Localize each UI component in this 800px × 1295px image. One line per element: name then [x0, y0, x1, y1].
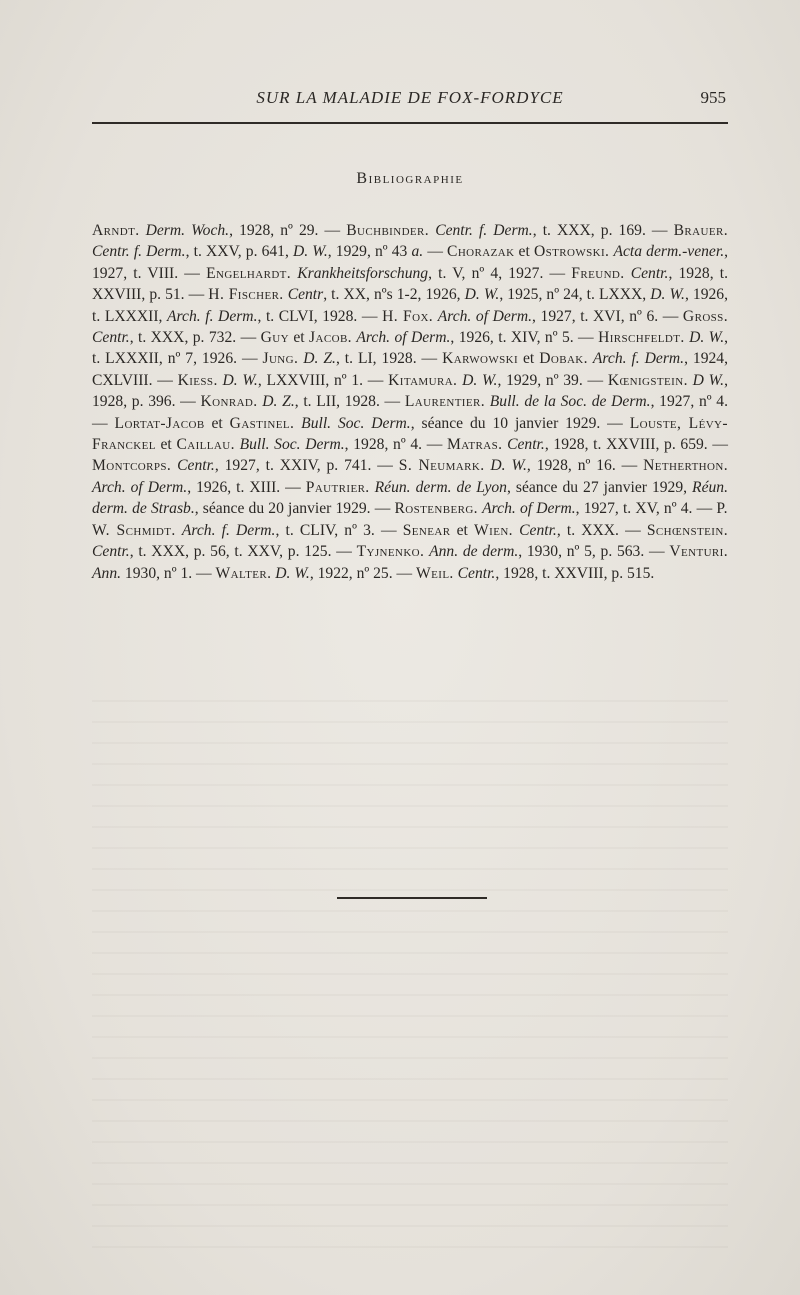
bibliography-source: Centr.: [92, 329, 130, 347]
bibliography-author: Walter.: [215, 564, 272, 582]
bibliography-details: , t. CLIV, nº 3. —: [275, 521, 403, 539]
bibliography-source: Acta derm.-vener.: [613, 243, 725, 261]
bibliography-author: Ostrowski.: [533, 243, 610, 261]
bibliography-author: Louste, Lévy-Franckel: [92, 414, 728, 454]
bibliography-author: H. Fox.: [382, 307, 434, 325]
bibliography-details: , t. XXX, p. 169. —: [532, 222, 674, 239]
bibliography-details: , 1922, nº 25. —: [309, 564, 417, 582]
bibliography-author: Jacob.: [309, 329, 352, 347]
bibliography-details: , 1926, t. LXXXII,: [92, 286, 728, 325]
bibliography-details: , 1928, nº 4. —: [344, 436, 448, 454]
bibliography-connector: et: [518, 350, 540, 368]
bibliography-details: , 1929, nº 39. —: [497, 371, 608, 389]
bibliography-source: Centr: [287, 286, 324, 304]
bibliography-details: , 1928, p. 396. —: [92, 371, 728, 411]
bibliography-source: D. Z.: [262, 393, 295, 411]
bibliography-source: Centr. f. Derm.: [435, 222, 533, 239]
bibliography-author: Kiess.: [177, 371, 218, 389]
bibliography-source: Bull. Soc. Derm.: [239, 436, 345, 454]
page-number: 955: [700, 88, 726, 107]
bibliography-details: 1930, nº 1. —: [121, 564, 216, 582]
bibliography-source: D. W.: [689, 329, 725, 347]
bibliography-connector: et: [155, 436, 177, 454]
bibliography-details: , 1927, t. VIII. —: [92, 243, 728, 282]
bibliography-source: D. W.: [462, 371, 498, 389]
bibliography-author: Gastinel.: [229, 414, 295, 432]
bibliography-author: Hirschfeldt.: [598, 329, 685, 347]
bibliography-source: Arch. f. Derm.: [167, 307, 258, 325]
bibliography-connector: et: [514, 243, 534, 261]
bibliography-source: Centr.: [519, 521, 557, 539]
bibliography-author: Pautrier.: [305, 478, 370, 496]
bibliography-details: , 1930, nº 5, p. 563. —: [518, 543, 670, 561]
bibliography-details: , séance du 27 janvier 1929,: [506, 478, 693, 496]
bibliography-source: Arch. of Derm.: [92, 478, 188, 496]
bibliography-author: Laurentier.: [404, 393, 486, 411]
bibliography-author: Gross.: [682, 307, 728, 325]
bibliography-source: Bull. de la Soc. de Derm.: [489, 393, 651, 411]
bibliography-source: Arch. of Derm.: [482, 500, 576, 518]
bibliography-source: Ann. de derm.: [429, 543, 519, 561]
bibliography-source: Arch. f. Derm.: [181, 521, 276, 539]
show-through-texture: [92, 700, 728, 1260]
bibliography-source: D W.: [692, 371, 725, 389]
bibliography-source: D. W.: [275, 564, 310, 582]
bibliography-details: , t. XXV, p. 641,: [185, 243, 294, 261]
bibliography-author: S. Neumark.: [398, 457, 485, 475]
bibliography-source: D. W.: [650, 286, 685, 304]
bibliography-author: Schœnstein.: [646, 521, 728, 539]
bibliography-details: —: [423, 243, 448, 261]
bibliography-details: , 1926, t. XIII. —: [187, 478, 306, 496]
header-rule: [92, 122, 728, 124]
bibliography-author: Caillau.: [176, 436, 235, 454]
bibliography-details: , 1927, t. XV, nº 4. —: [575, 500, 717, 518]
bibliography-details: , t. LII, 1928. —: [294, 393, 405, 411]
bibliography-source: Centr.: [507, 436, 545, 454]
bibliography-details: , t. XXX. —: [556, 521, 647, 539]
bibliography-author: Konrad.: [200, 393, 258, 411]
bibliography-details: , 1926, t. XIV, nº 5. —: [450, 329, 599, 347]
bibliography-details: , 1927, t. XVI, nº 6. —: [532, 307, 683, 325]
bibliography-details: , 1924, CXLVIII. —: [92, 350, 728, 389]
bibliography-source: Centr. f. Derm.: [92, 243, 186, 261]
bibliography-details: , t. LXXXII, nº 7, 1926. —: [92, 329, 729, 368]
bibliography-details: , t. LI, 1928. —: [335, 350, 443, 368]
bibliography-source: Centr.: [177, 457, 215, 475]
bibliography-details: , séance du 10 janvier 1929. —: [410, 414, 630, 432]
bibliography-author: P. W. Schmidt.: [92, 500, 728, 539]
bibliography-details: , 1928, t. XXVIII, p. 51. —: [92, 264, 728, 304]
bibliography-author: H. Fischer.: [208, 286, 284, 304]
bibliography-connector: et: [288, 329, 310, 347]
bibliography-details: , LXXVIII, nº 1. —: [257, 371, 389, 389]
end-rule: [337, 897, 487, 899]
bibliography-author: Matras.: [447, 436, 503, 454]
bibliography-details: , 1927, t. XXIV, p. 741. —: [214, 457, 399, 475]
bibliography-source: Arch. of Derm.: [356, 329, 451, 347]
bibliography-details: , 1925, nº 24, t. LXXX,: [499, 286, 651, 304]
bibliography-author: Kitamura.: [388, 371, 458, 389]
bibliography-source: D. Z.: [303, 350, 336, 368]
bibliography-source: D. W.: [222, 371, 258, 389]
bibliography-details: , 1928, t. XXVIII, p. 659. —: [544, 436, 728, 454]
bibliography-details: , 1928, t. XXVIII, p. 515.: [495, 564, 655, 582]
bibliography-details: , 1927, nº 4. —: [92, 393, 728, 432]
bibliography-author: Netherthon.: [643, 457, 729, 475]
bibliography-source: Arch. f. Derm.: [592, 350, 685, 368]
bibliography-source: Arch. of Derm.: [437, 307, 533, 325]
bibliography-source: D. W.: [293, 243, 328, 261]
bibliography-source: D. W.: [490, 457, 527, 475]
bibliography-connector: et: [450, 521, 475, 539]
bibliography-author: Montcorps.: [92, 457, 172, 475]
bibliography-author: Brauer.: [673, 222, 728, 239]
bibliography-author: Buchbinder.: [346, 222, 430, 239]
bibliography-details: , t. XXX, p. 56, t. XXV, p. 125. —: [129, 543, 357, 561]
bibliography-author: Dobak.: [539, 350, 588, 368]
bibliography-source: Centr.: [630, 264, 669, 282]
bibliography-details: , 1928, nº 16. —: [526, 457, 644, 475]
bibliography-author: Weil.: [416, 564, 454, 582]
bibliography-author: Lortat-Jacob: [114, 414, 205, 432]
bibliography-author: Engelhardt.: [206, 264, 292, 282]
running-title: SUR LA MALADIE DE FOX-FORDYCE: [256, 88, 564, 107]
bibliography-source: D. W.: [464, 286, 500, 304]
bibliography-author: Karwowski: [442, 350, 519, 368]
bibliography-author: Venturi.: [669, 543, 729, 561]
bibliography-details: , t. CLVI, 1928. —: [257, 307, 383, 325]
bibliography-source: Centr.: [92, 543, 130, 561]
bibliography-author: Rostenberg.: [394, 500, 478, 518]
bibliography-author: Jung.: [262, 350, 299, 368]
bibliography-author: Freund.: [571, 264, 625, 282]
bibliography-source: Réun. derm. de Strasb.: [92, 478, 728, 518]
bibliography-source: Réun. derm. de Lyon: [374, 478, 507, 496]
bibliography-details: , t. XXX, p. 732. —: [129, 329, 261, 347]
bibliography-source: a.: [411, 243, 424, 261]
bibliography-author: Wien.: [474, 521, 513, 539]
bibliography-author: Tyjnenko.: [356, 543, 425, 561]
bibliography-source: Derm. Woch.: [145, 222, 230, 239]
bibliography-details: , séance du 20 janvier 1929. —: [194, 500, 395, 518]
bibliography-author: Arndt.: [92, 222, 140, 239]
bibliography-source: Bull. Soc. Derm.: [301, 414, 411, 432]
bibliography-details: , t. V, nº 4, 1927. —: [428, 264, 572, 282]
bibliography-details: , t. XX, nºs 1-2, 1926,: [323, 286, 465, 304]
bibliography-connector: et: [204, 414, 230, 432]
bibliography-details: , 1929, nº 43: [327, 243, 412, 261]
bibliography-source: Krankheitsforschung: [297, 264, 429, 282]
bibliography-details: , 1928, nº 29. —: [229, 222, 347, 239]
bibliography-author: Chorazak: [447, 243, 515, 261]
bibliography-author: Guy: [260, 329, 289, 347]
bibliography-paragraph: [92, 220, 728, 584]
bibliography-source: Centr.: [457, 564, 496, 582]
bibliography-author: Senear: [402, 521, 451, 539]
running-header: [92, 86, 728, 114]
section-title: Bibliographie: [356, 170, 464, 187]
bibliography-source: Ann.: [92, 564, 122, 582]
bibliography-author: Kœnigstein.: [607, 371, 688, 389]
